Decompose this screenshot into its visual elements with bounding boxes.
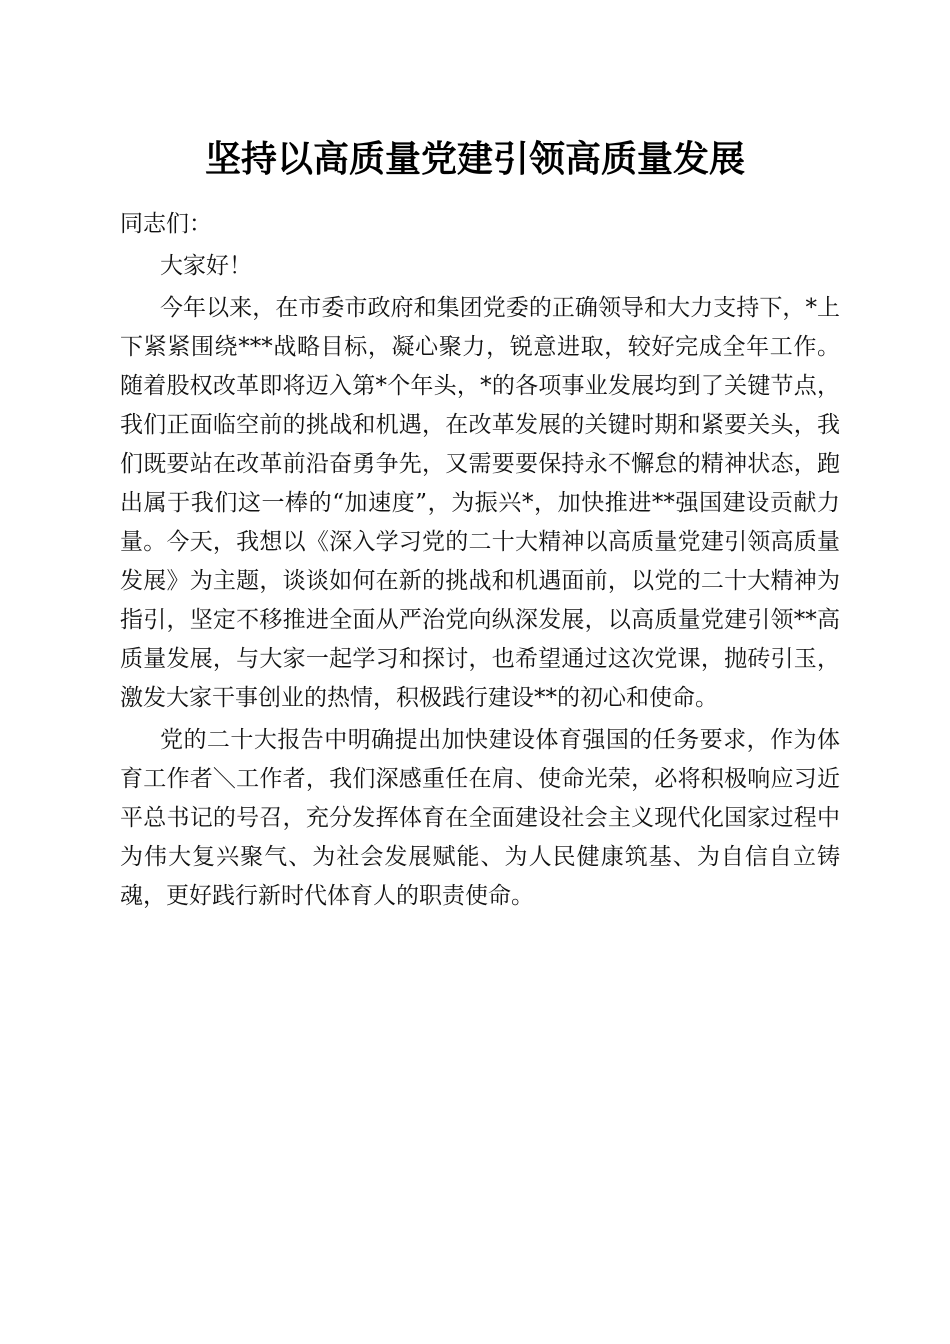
- greeting: 大家好！: [160, 253, 252, 279]
- paragraph-2: 党的二十大报告中明确提出加快建设体育强国的任务要求，作为体育工作者＼工作者，我们深感重任在肩、使命光荣，必将积极响应习近平总书记的号召，充分发挥体育在全面建设社会主义现代化国家过程中为伟大复兴聚气、为社会发展赋能、为人民健康筑基、为自信自立铸魂，更好践行新时代体育人的职责使命。: [120, 727, 840, 909]
- paragraph-1: 今年以来，在市委市政府和集团党委的正确领导和大力支持下，*上下紧紧围绕***战略目标，凝心聚力，锐意进取，较好完成全年工作。随着股权改革即将迈入第*个年头，*的各项事业发展均到了关键节点，我们正面临空前的挑战和机遇，在改革发展的关键时期和紧要关头，我们既要站在改革前沿奋勇争先，又需要要保持永不懈怠的精神状态，跑出属于我们这一棒的“加速度”，为振兴*，加快推进**强国建设贡献力量。今天，我想以《深入学习党的二十大精神以高质量党建引领高质量发展》为主题，谈谈如何在新的挑战和机遇面前，以党的二十大精神为指引，坚定不移推进全面从严治党向纵深发展，以高质量党建引领**高质量发展，与大家一起学习和探讨，也希望通过这次党课，抛砖引玉，激发大家干事创业的热情，积极践行建设**的初心和使命。: [120, 295, 840, 711]
- salutation: 同志们：: [120, 211, 212, 237]
- document-body: [120, 205, 840, 916]
- document-title: 坚持以高质量党建引领高质量发展: [204, 138, 745, 180]
